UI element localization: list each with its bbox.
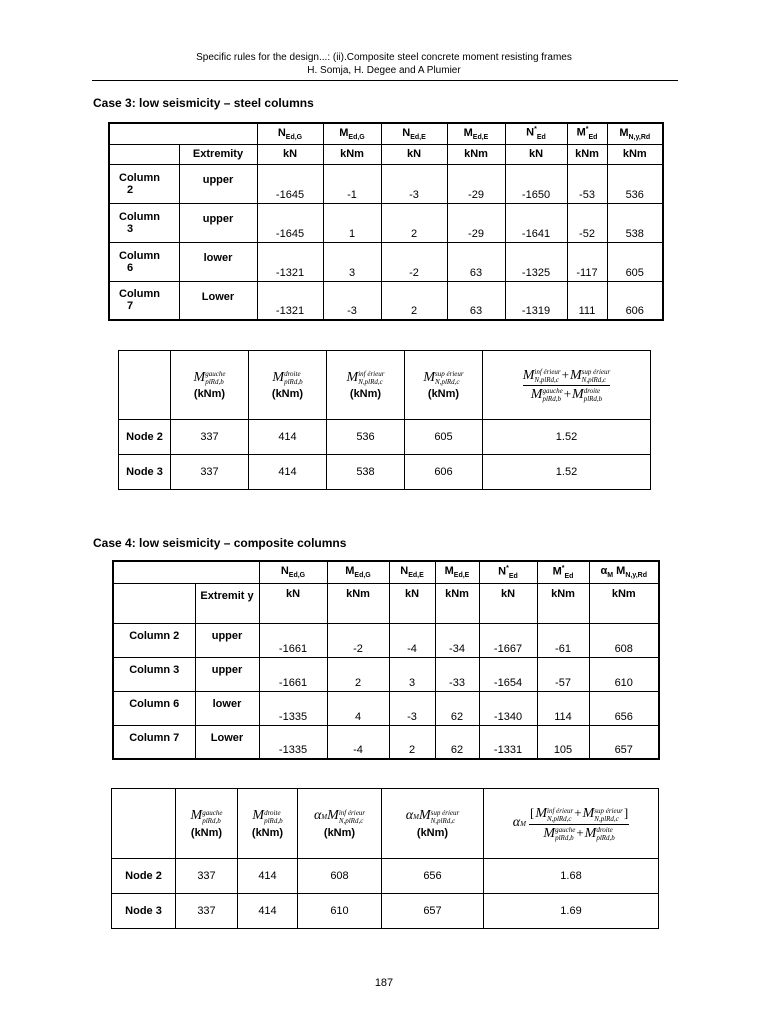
value-cell: 657 <box>589 725 659 759</box>
value-cell: -1 <box>323 164 381 203</box>
table-row <box>109 203 663 242</box>
unit-cell: kNm <box>327 583 389 623</box>
table-row <box>119 455 651 490</box>
value-cell: 414 <box>249 455 327 490</box>
blank-cell <box>113 583 195 623</box>
value-cell: 337 <box>176 859 238 894</box>
value-cell: 62 <box>435 725 479 759</box>
value-cell: 337 <box>176 894 238 929</box>
value-cell: 63 <box>447 281 505 320</box>
table-row <box>119 420 651 455</box>
table-row <box>109 164 663 203</box>
formula-header-row <box>119 351 651 420</box>
value-cell: 337 <box>171 455 249 490</box>
value-cell: -1319 <box>505 281 567 320</box>
unit-cell: kN <box>257 144 323 164</box>
n-ed-g-header: $N_{Ed,G}$ <box>257 123 323 144</box>
extremity-cell: upper <box>195 657 259 691</box>
value-cell: -3 <box>381 164 447 203</box>
column-label: Column 7 <box>113 725 195 759</box>
extremity-cell: upper <box>195 623 259 657</box>
header-line-2: H. Somja, H. Degee and A Plumier <box>307 65 461 76</box>
value-cell: -1321 <box>257 242 323 281</box>
value-cell: 3 <box>323 242 381 281</box>
case3-title: Case 3: low seismicity – steel columns <box>93 96 314 110</box>
ratio-cell: 1.52 <box>483 420 651 455</box>
unit-cell: kN <box>381 144 447 164</box>
value-cell: -1335 <box>259 725 327 759</box>
value-cell: 538 <box>607 203 663 242</box>
value-cell: 657 <box>382 894 484 929</box>
value-cell: 114 <box>537 691 589 725</box>
page-number: 187 <box>374 977 394 989</box>
value-cell: 414 <box>249 420 327 455</box>
blank-cell <box>109 123 257 144</box>
table-row <box>109 242 663 281</box>
table-row <box>113 657 659 691</box>
value-cell: 414 <box>238 894 298 929</box>
header-units-row <box>113 583 659 623</box>
node-label: Node 2 <box>119 420 171 455</box>
value-cell: 536 <box>607 164 663 203</box>
value-cell: 111 <box>567 281 607 320</box>
value-cell: -1325 <box>505 242 567 281</box>
value-cell: -34 <box>435 623 479 657</box>
value-cell: 606 <box>607 281 663 320</box>
value-cell: 606 <box>405 455 483 490</box>
n-star-ed-header: $N^*_{Ed}$ <box>479 561 537 583</box>
value-cell: -33 <box>435 657 479 691</box>
value-cell: -1340 <box>479 691 537 725</box>
alpha-m-inferieur-header: αMM inf érieur N,plRd,c (kNm) <box>298 789 382 859</box>
header-line-1: Specific rules for the design...: (ii).Composite steel concrete moment resisting frames <box>196 52 572 63</box>
table-row <box>109 281 663 320</box>
header-units-row <box>109 144 663 164</box>
column-label: Column 2 <box>113 623 195 657</box>
unit-cell: kNm <box>323 144 381 164</box>
value-cell: 62 <box>435 691 479 725</box>
blank-cell <box>109 144 179 164</box>
value-cell: 63 <box>447 242 505 281</box>
ratio-formula-header: αM [M inf érieur N,plRd,c +M sup érieur N,plRd,c ] M gauche plRd,b +M droite plRd,b <box>484 789 659 859</box>
ratio-cell: 1.52 <box>483 455 651 490</box>
ratio-formula-header: M inf érieur N,plRd,c +M sup érieur N,plRd,c M gauche plRd,b +M droite plRd,b <box>483 351 651 420</box>
value-cell: -1661 <box>259 623 327 657</box>
column-label: Column 2 <box>109 164 179 203</box>
value-cell: 2 <box>381 281 447 320</box>
value-cell: 610 <box>298 894 382 929</box>
unit-cell: kNm <box>567 144 607 164</box>
table-row <box>112 859 659 894</box>
value-cell: 414 <box>238 859 298 894</box>
extremity-cell: lower <box>195 691 259 725</box>
value-cell: 2 <box>381 203 447 242</box>
unit-cell: kN <box>505 144 567 164</box>
unit-cell: kNm <box>435 583 479 623</box>
blank-cell <box>112 789 176 859</box>
n-ed-e-header: $N_{Ed,E}$ <box>389 561 435 583</box>
column-label: Column 3 <box>109 203 179 242</box>
value-cell: 605 <box>405 420 483 455</box>
unit-cell: kNm <box>607 144 663 164</box>
node-label: Node 3 <box>112 894 176 929</box>
extremity-cell: Lower <box>179 281 257 320</box>
value-cell: -1650 <box>505 164 567 203</box>
case3-forces-table <box>108 122 664 321</box>
ratio-cell: 1.69 <box>484 894 659 929</box>
value-cell: -1321 <box>257 281 323 320</box>
header-symbols-row <box>109 123 663 144</box>
value-cell: 538 <box>327 455 405 490</box>
value-cell: 536 <box>327 420 405 455</box>
value-cell: 605 <box>607 242 663 281</box>
value-cell: 1 <box>323 203 381 242</box>
value-cell: 608 <box>298 859 382 894</box>
value-cell: -61 <box>537 623 589 657</box>
value-cell: -1645 <box>257 164 323 203</box>
value-cell: -4 <box>327 725 389 759</box>
value-cell: 2 <box>389 725 435 759</box>
case4-forces-table <box>112 560 660 760</box>
value-cell: -53 <box>567 164 607 203</box>
header-divider <box>92 80 678 81</box>
m-droite-header: M droite plRd,b (kNm) <box>238 789 298 859</box>
extremity-cell: lower <box>179 242 257 281</box>
m-nyrd-header: $M_{N,y,Rd}$ <box>607 123 663 144</box>
m-star-ed-header: $M^*_{Ed}$ <box>567 123 607 144</box>
value-cell: -1641 <box>505 203 567 242</box>
value-cell: 4 <box>327 691 389 725</box>
value-cell: -3 <box>389 691 435 725</box>
table-row <box>113 623 659 657</box>
value-cell: 656 <box>589 691 659 725</box>
value-cell: -57 <box>537 657 589 691</box>
n-ed-g-header: $N_{Ed,G}$ <box>259 561 327 583</box>
value-cell: 2 <box>327 657 389 691</box>
unit-cell: kNm <box>447 144 505 164</box>
column-label: Column 6 <box>109 242 179 281</box>
n-ed-e-header: $N_{Ed,E}$ <box>381 123 447 144</box>
m-superieur-header: M sup érieur N,plRd,c (kNm) <box>405 351 483 420</box>
m-gauche-header: M gauche plRd,b (kNm) <box>176 789 238 859</box>
value-cell: -4 <box>389 623 435 657</box>
node-label: Node 3 <box>119 455 171 490</box>
value-cell: -1335 <box>259 691 327 725</box>
m-droite-header: M droite plRd,b (kNm) <box>249 351 327 420</box>
extremity-cell: Lower <box>195 725 259 759</box>
value-cell: -52 <box>567 203 607 242</box>
alpha-m-nyrd-header: $\alpha_M$ $M_{N,y,Rd}$ <box>589 561 659 583</box>
table-row <box>113 725 659 759</box>
value-cell: 105 <box>537 725 589 759</box>
n-star-ed-header: $N^*_{Ed}$ <box>505 123 567 144</box>
extremity-cell: upper <box>179 164 257 203</box>
m-ed-e-header: $M_{Ed,E}$ <box>435 561 479 583</box>
case3-node-table <box>118 350 651 490</box>
unit-cell: kN <box>479 583 537 623</box>
m-inferieur-header: M inf érieur N,plRd,c (kNm) <box>327 351 405 420</box>
m-ed-g-header: $M_{Ed,G}$ <box>323 123 381 144</box>
value-cell: -29 <box>447 164 505 203</box>
value-cell: -2 <box>381 242 447 281</box>
value-cell: 656 <box>382 859 484 894</box>
case4-node-table <box>111 788 659 929</box>
unit-cell: kNm <box>589 583 659 623</box>
m-ed-e-header: $M_{Ed,E}$ <box>447 123 505 144</box>
value-cell: 3 <box>389 657 435 691</box>
unit-cell: kNm <box>537 583 589 623</box>
value-cell: -3 <box>323 281 381 320</box>
blank-cell <box>113 561 259 583</box>
header-symbols-row <box>113 561 659 583</box>
value-cell: -1645 <box>257 203 323 242</box>
value-cell: 608 <box>589 623 659 657</box>
table-row <box>113 691 659 725</box>
formula-header-row <box>112 789 659 859</box>
extremity-cell: upper <box>179 203 257 242</box>
m-gauche-header: M gauche plRd,b (kNm) <box>171 351 249 420</box>
blank-cell <box>119 351 171 420</box>
extremity-header: Extremit y <box>195 583 259 623</box>
extremity-header: Extremity <box>179 144 257 164</box>
column-label: Column 6 <box>113 691 195 725</box>
column-label: Column 3 <box>113 657 195 691</box>
column-label: Column 7 <box>109 281 179 320</box>
m-star-ed-header: $M^*_{Ed}$ <box>537 561 589 583</box>
m-ed-g-header: $M_{Ed,G}$ <box>327 561 389 583</box>
alpha-m-superieur-header: αMM sup érieur N,plRd,c (kNm) <box>382 789 484 859</box>
value-cell: -1667 <box>479 623 537 657</box>
value-cell: -117 <box>567 242 607 281</box>
value-cell: -1331 <box>479 725 537 759</box>
value-cell: -2 <box>327 623 389 657</box>
value-cell: -1661 <box>259 657 327 691</box>
value-cell: -29 <box>447 203 505 242</box>
table-row <box>112 894 659 929</box>
value-cell: -1654 <box>479 657 537 691</box>
unit-cell: kN <box>389 583 435 623</box>
node-label: Node 2 <box>112 859 176 894</box>
ratio-cell: 1.68 <box>484 859 659 894</box>
case4-title: Case 4: low seismicity – composite columns <box>93 536 347 550</box>
value-cell: 610 <box>589 657 659 691</box>
value-cell: 337 <box>171 420 249 455</box>
unit-cell: kN <box>259 583 327 623</box>
